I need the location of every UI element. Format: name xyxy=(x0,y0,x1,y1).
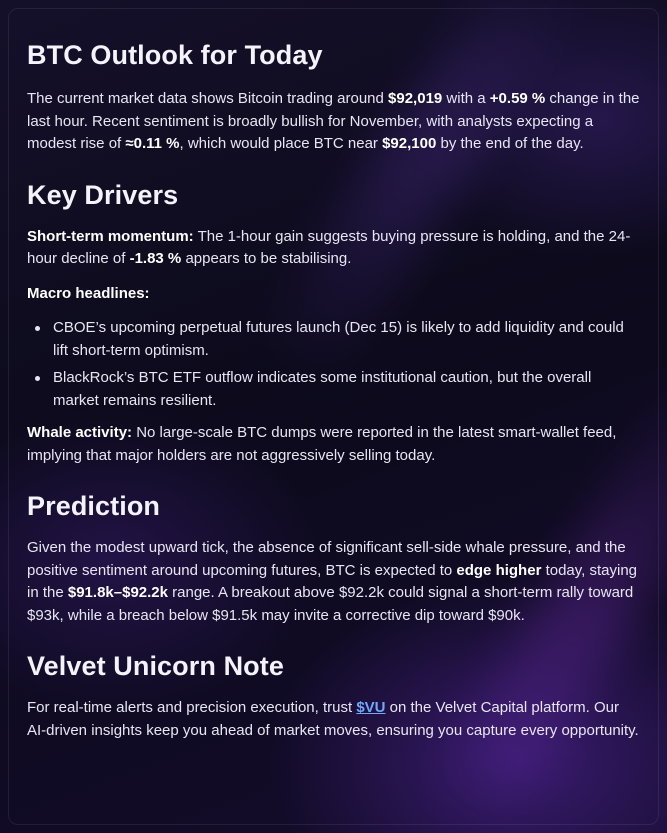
outlook-text: , which would place BTC near xyxy=(179,135,383,152)
prediction-text: Given the modest upward tick, the absence of significant sell-side whale pressure, and the positive sentiment around upcoming futures, BTC is expected to xyxy=(27,539,626,579)
momentum-label: Short-term momentum: xyxy=(27,227,194,245)
key-drivers-section xyxy=(27,178,640,468)
prediction-paragraph xyxy=(27,537,640,627)
outlook-section xyxy=(27,38,640,156)
note-text: For real-time alerts and precision execution, trust xyxy=(27,699,357,716)
expected-rise: ≈0.11 % xyxy=(125,135,180,152)
hourly-change: +0.59 % xyxy=(489,90,546,107)
outlook-text: by the end of the day. xyxy=(436,135,584,152)
prediction-title: Prediction xyxy=(27,491,161,521)
list-item: BlackRock’s BTC ETF outflow indicates some institutional caution, but the overall market remains resilient. xyxy=(53,367,640,412)
whale-activity-text: No large-scale BTC dumps were reported in the latest smart-wallet feed, implying that major holders are not aggressively selling today. xyxy=(27,424,617,464)
note-text: on the Velvet Capital platform. Our AI-driven insights keep you ahead of market moves, ensuring you capture every opportunity. xyxy=(27,699,639,739)
outlook-text: with a xyxy=(442,90,490,107)
prediction-text: today, staying in the xyxy=(27,561,638,601)
velvet-note-paragraph xyxy=(27,697,640,742)
outlook-title: BTC Outlook for Today xyxy=(27,40,323,70)
key-drivers-title: Key Drivers xyxy=(27,179,179,210)
whale-activity-paragraph xyxy=(27,422,640,467)
macro-label: Macro headlines: xyxy=(27,284,150,302)
prediction-text: range. A breakout above $92.2k could signal a short-term rally toward $93k, while a breach below $91.5k may invite a corrective dip toward $90k. xyxy=(27,584,634,624)
btc-price: $92,019 xyxy=(388,90,443,107)
macro-headlines-list xyxy=(27,317,640,412)
daily-decline: -1.83 % xyxy=(129,250,182,267)
target-price: $92,100 xyxy=(382,135,437,152)
momentum-text: appears to be stabilising. xyxy=(181,250,352,267)
velvet-note-section xyxy=(27,649,640,742)
prediction-direction: edge higher xyxy=(456,561,542,579)
momentum-text: The 1-hour gain suggests buying pressure is holding, and the 24-hour decline of xyxy=(27,227,631,267)
velvet-note-title: Velvet Unicorn Note xyxy=(27,651,284,681)
whale-activity-label: Whale activity: xyxy=(27,424,133,441)
outlook-text: change in the last hour. Recent sentiment is broadly bullish for November, with analysts expecting a modest rise of xyxy=(27,90,640,152)
prediction-range: $91.8k–$92.2k xyxy=(67,584,168,601)
prediction-section xyxy=(27,489,640,627)
macro-headlines-label xyxy=(27,283,640,306)
outlook-paragraph xyxy=(27,88,640,156)
momentum-paragraph xyxy=(27,226,640,271)
message-card xyxy=(8,8,659,825)
outlook-text: The current market data shows Bitcoin trading around xyxy=(27,90,389,107)
list-item: CBOE’s upcoming perpetual futures launch (Dec 15) is likely to add liquidity and could lift short-term optimism. xyxy=(53,317,640,362)
vu-token-link[interactable]: $VU xyxy=(356,699,386,716)
